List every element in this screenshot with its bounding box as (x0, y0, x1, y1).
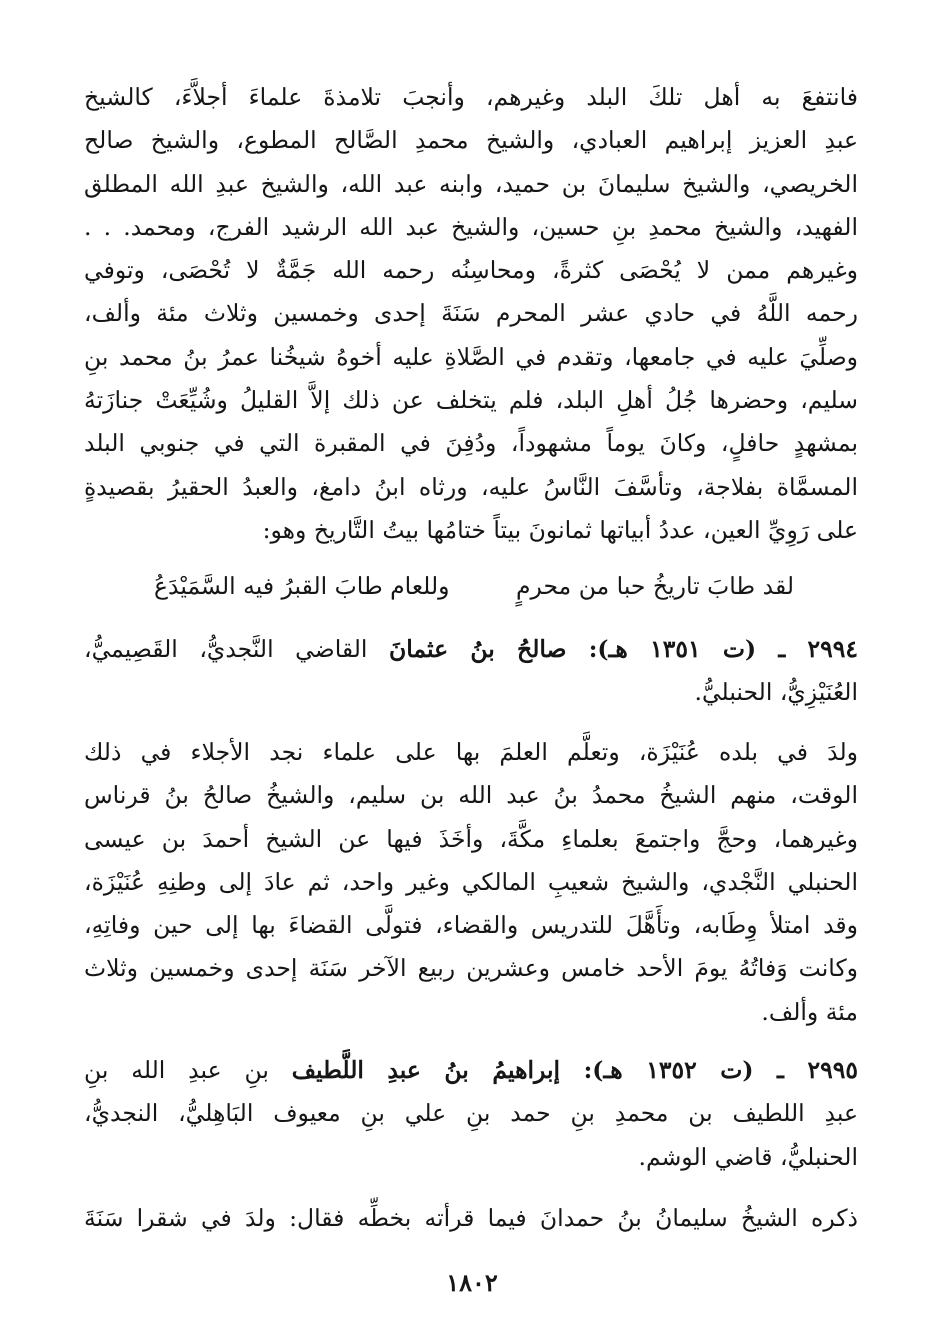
biography-entry-2994 (84, 628, 858, 715)
biography-entry-2995 (84, 1049, 858, 1179)
text-line: الخريصي، والشيخ سليمانَ بن حميد، وابنه عبد الله، والشيخ عبدِ الله المطلق (84, 169, 858, 198)
text-line: بمشهدٍ حافلٍ، وكانَ يوماً مشهوداً، ودُفِنَ في المقبرة التي في جنوبي البلد (84, 429, 858, 458)
text-line: وكانت وَفاتُهُ يومَ الأحد خامس وعشرين ربيع الآخر سَنَة إحدى وخمسين وثلاث (84, 954, 858, 983)
biography-title: ٢٩٩٤ ـ (ت ١٣٥١ هـ): صالحُ بنُ عثمانَ (388, 635, 858, 663)
text-line: ولدَ في بلده عُنَيْزَة، وتعلَّم العلمَ بها على علماء نجد الأجلاء في ذلك (84, 738, 858, 766)
text-line: وغيرهما، وحجَّ واجتمعَ بعلماءِ مكَّةَ، وأخَذَ فيها عن الشيخ أحمدَ بن عيسى (84, 824, 858, 853)
biography-title: ٢٩٩٥ ـ (ت ١٣٥٢ هـ): إبراهيمُ بنُ عبدِ اللَّطيف (291, 1056, 858, 1084)
text-line: الحنبلي النَّجْدي، والشيخ شعيبِ المالكي وغير واحد، ثم عادَ إلى وطنِهِ عُنَيْزَة، (84, 867, 858, 896)
text-line: مئة وألف. (761, 997, 858, 1026)
paragraph-biography-2995 (84, 1197, 858, 1240)
text-line: المسمَّاة بفلاجة، وتأسَّفَ النَّاسُ عليه، ورثاه ابنُ دامغ، والعبدُ الحقيرُ بقصيدةٍ (84, 472, 858, 501)
text-line: فانتفعَ به أهل تلكَ البلد وغيرهم، وأنجبَ تلامذةَ علماءَ أجلاَّءَ، كالشيخ (84, 83, 858, 111)
text-line: سليم، وحضرها جُلُ أهلِ البلد، فلم يتخلف عن ذلك إلاَّ القليلُ وشُيِّعَتْ جنازَتهُ (84, 386, 858, 415)
verse-first-hemistich: لقد طابَ تاريخُ حبا من محرمٍ (515, 572, 794, 600)
paragraph-biography-continuation (84, 76, 858, 552)
text-line: عبدِ العزيز إبراهيم العبادي، والشيخ محمدِ الصَّالح المطوع، والشيخ صالح (84, 126, 858, 155)
text-line: رحمه اللَّهُ في حادي عشر المحرم سَنَةَ إحدى وخمسين وثلاث مئة وألف، (84, 299, 858, 328)
biography-heading-line (84, 628, 858, 671)
page-number: ١٨٠٢ (446, 1268, 498, 1297)
biography-title-rest: بنِ عبدِ الله بنِ (84, 1056, 269, 1084)
verse-second-hemistich: وللعام طابَ القبرُ فيه السَّمَيْدَعُ (154, 572, 450, 600)
text-line: العُنَيْزِيُّ، الحنبليُّ. (694, 678, 858, 707)
paragraph-biography-2994 (84, 731, 858, 1034)
text-line: وقد امتلأ وِطَابه، وتأَهَّلَ للتدريس والقضاء، فتولَّى القضاءَ بها إلى حين وفاتِهِ، (84, 911, 858, 940)
text-line: الحنبليُّ، قاضي الوشم. (638, 1142, 858, 1171)
text-line: ذكره الشيخُ سليمانُ بنُ حمدانَ فيما قرأته بخطِّه فقال: ولدَ في شقرا سَنَةَ (84, 1204, 858, 1232)
text-line: على رَوِيِّ العين، عددُ أبياتها ثمانونَ بيتاً ختامُها بيتُ التَّاريخ وهو: (262, 515, 858, 544)
text-line: الوقت، منهم الشيخُ محمدُ بنُ عبد الله بن سليم، والشيخُ صالحُ بنُ قرناس (84, 781, 858, 810)
text-line: وغيرهم ممن لا يُحْصَى كثرةً، ومحاسِنُه رحمه الله جَمَّةٌ لا تُحْصَى، وتوفي (84, 256, 858, 285)
text-line: عبدِ اللطيف بن محمدِ بنِ حمد بنِ علي بنِ معيوف البَاهِليُّ، النجديُّ، (84, 1099, 858, 1128)
biography-title-rest: القاضي النَّجديُّ، القَصِيميُّ، (84, 635, 368, 663)
biography-heading-line (84, 1049, 858, 1092)
text-line: الفهيد، والشيخ محمدِ بنِ حسين، والشيخ عبد الله الرشيد الفرج، ومحمد. . . (84, 212, 858, 241)
text-line: وصلِّيَ عليه في جامعها، وتقدم في الصَّلاةِ عليه أخوهُ شيخُنا عمرُ بنُ محمد بنِ (84, 342, 858, 371)
